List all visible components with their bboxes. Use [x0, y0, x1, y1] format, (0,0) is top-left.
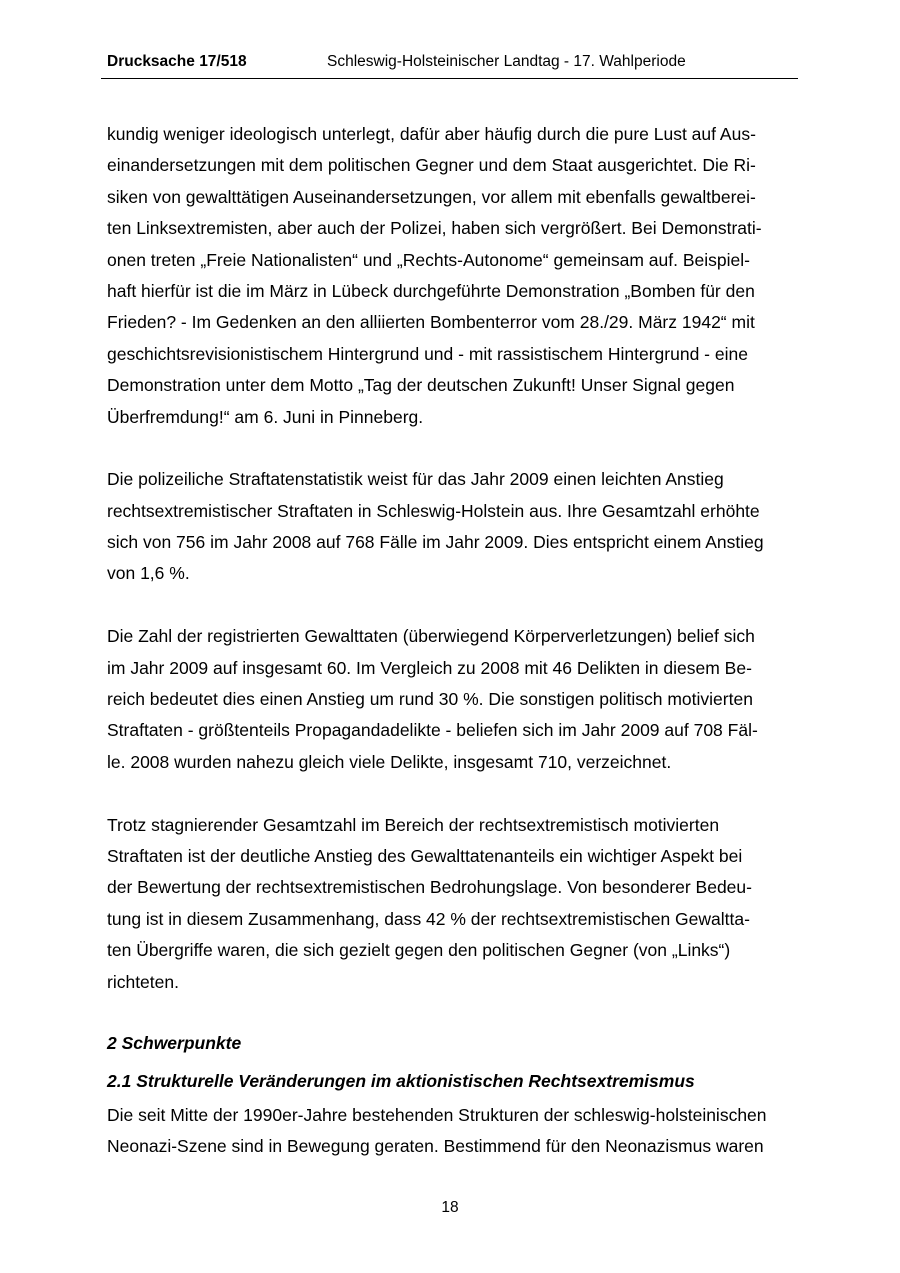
subsection-heading: 2.1 Strukturelle Veränderungen im aktionistischen Rechtsextremismus	[107, 1070, 695, 1091]
text-line: geschichtsrevisionistischem Hintergrund und - mit rassistischem Hintergrund - eine	[107, 343, 748, 364]
paragraph-spacer	[107, 433, 797, 464]
text-line: haft hierfür ist die im März in Lübeck durchgeführte Demonstration „Bomben für den	[107, 280, 755, 301]
paragraph	[107, 1100, 797, 1163]
text-line: Neonazi-Szene sind in Bewegung geraten. Bestimmend für den Neonazismus waren	[107, 1136, 764, 1157]
paragraph-spacer	[107, 778, 797, 809]
text-line: einandersetzungen mit dem politischen Gegner und dem Staat ausgerichtet. Die Ri-	[107, 155, 756, 176]
paragraph	[107, 810, 797, 998]
text-line: onen treten „Freie Nationalisten“ und „Rechts-Autonome“ gemeinsam auf. Beispiel-	[107, 249, 750, 270]
page-number: 18	[441, 1199, 459, 1216]
text-line: Frieden? - Im Gedenken an den alliierten Bombenterror vom 28./29. März 1942“ mit	[107, 312, 755, 333]
text-line: Trotz stagnierender Gesamtzahl im Bereich der rechtsextremistisch motivierten	[107, 814, 720, 835]
paragraph	[107, 464, 797, 590]
document-number: Drucksache 17/518	[107, 53, 247, 70]
text-line: ten Übergriffe waren, die sich gezielt gegen den politischen Gegner (von „Links“)	[107, 940, 731, 961]
text-line: kundig weniger ideologisch unterlegt, dafür aber häufig durch die pure Lust auf Aus-	[107, 124, 756, 144]
text-line: Die seit Mitte der 1990er-Jahre bestehenden Strukturen der schleswig-holsteinischen	[107, 1104, 767, 1125]
parliament-title: Schleswig-Holsteinischer Landtag - 17. Wahlperiode	[327, 53, 686, 70]
text-line: siken von gewalttätigen Auseinandersetzungen, vor allem mit ebenfalls gewaltberei-	[107, 186, 756, 207]
text-line: der Bewertung der rechtsextremistischen Bedrohungslage. Von besonderer Bedeu-	[107, 877, 752, 898]
text-line: le. 2008 wurden nahezu gleich viele Delikte, insgesamt 710, verzeichnet.	[107, 751, 672, 772]
text-line: Überfremdung!“ am 6. Juni in Pinneberg.	[107, 406, 424, 427]
text-line: Straftaten - größtenteils Propagandadelikte - beliefen sich im Jahr 2009 auf 708 Fäl-	[107, 720, 758, 741]
section-heading: 2 Schwerpunkte	[107, 1032, 242, 1053]
text-line: Die Zahl der registrierten Gewalttaten (überwiegend Körperverletzungen) belief sich	[107, 626, 755, 647]
paragraph	[107, 621, 797, 778]
text-line: Demonstration unter dem Motto „Tag der deutschen Zukunft! Unser Signal gegen	[107, 375, 735, 396]
text-line: richteten.	[107, 971, 179, 992]
text-line: tung ist in diesem Zusammenhang, dass 42 % der rechtsextremistischen Gewaltta-	[107, 908, 750, 929]
text-line: rechtsextremistischer Straftaten in Schleswig-Holstein aus. Ihre Gesamtzahl erhöhte	[107, 500, 760, 521]
text-line: Straftaten ist der deutliche Anstieg des Gewalttatenanteils ein wichtiger Aspekt bei	[107, 845, 743, 866]
text-line: reich bedeutet dies einen Anstieg um rund 30 %. Die sonstigen politisch motivierten	[107, 689, 753, 710]
paragraph-spacer	[107, 590, 797, 621]
paragraph	[107, 119, 797, 433]
text-line: von 1,6 %.	[107, 563, 190, 584]
text-line: im Jahr 2009 auf insgesamt 60. Im Vergleich zu 2008 mit 46 Delikten in diesem Be-	[107, 657, 752, 678]
text-line: ten Linksextremisten, aber auch der Polizei, haben sich vergrößert. Bei Demonstrati-	[107, 218, 762, 239]
text-line: sich von 756 im Jahr 2008 auf 768 Fälle im Jahr 2009. Dies entspricht einem Anstieg	[107, 532, 764, 553]
page-header	[101, 52, 798, 79]
text-line: Die polizeiliche Straftatenstatistik weist für das Jahr 2009 einen leichten Anstieg	[107, 469, 724, 490]
page-body	[107, 119, 797, 1163]
